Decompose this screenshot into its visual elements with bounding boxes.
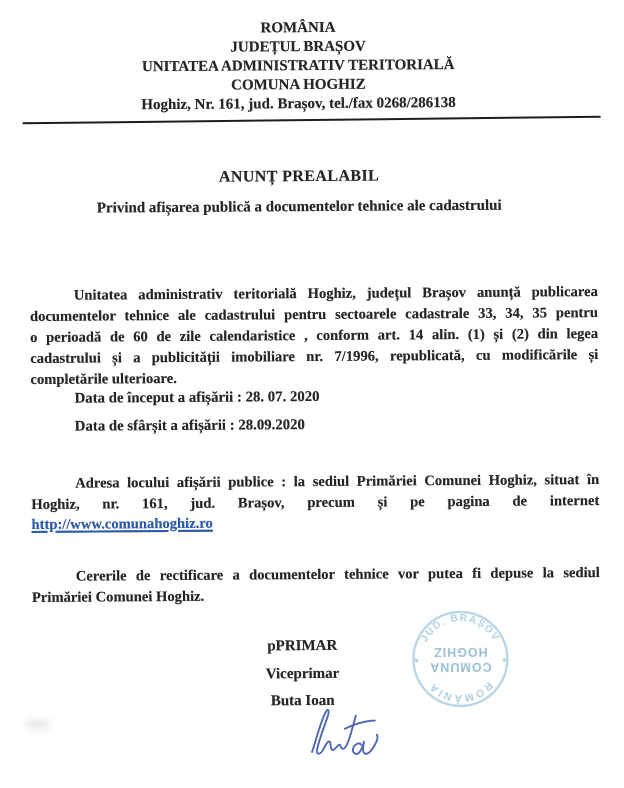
handwritten-signature xyxy=(303,703,401,760)
display-end-date: Data de sfârșit a afișării : 28.09.2020 xyxy=(74,417,305,435)
display-start-date: Data de început a afișării : 28. 07. 2020 xyxy=(74,388,320,407)
document-title: ANUNȚ PREALABIL xyxy=(218,167,380,186)
paragraph-line: cadastrului și a publicității imobiliare nr. 7/1996, republicată, cu modificările și xyxy=(30,347,599,367)
address-line: Hoghiz, nr. 161, jud. Brașov, precum și pe pagina de internet xyxy=(31,492,600,513)
letterhead-divider xyxy=(23,116,601,125)
letterhead xyxy=(0,17,599,116)
svg-text:ROMÂNIA xyxy=(426,679,495,705)
stamp-star-right: * xyxy=(414,651,419,666)
website-line xyxy=(31,511,599,535)
paragraph-line: documentelor tehnice ale cadastrului pentru sectoarele cadastrale 33, 34, 35 pentru xyxy=(29,305,599,325)
letterhead-country: ROMÂNIA xyxy=(260,19,336,37)
stamp-arc-top-text: ROMÂNIA xyxy=(426,679,496,705)
letterhead-commune: COMUNA HOGHIZ xyxy=(231,76,366,94)
signature-icon xyxy=(303,703,401,760)
official-stamp xyxy=(403,602,518,717)
paragraph-line: completările ulterioare. xyxy=(30,370,177,388)
stamp-center-line1: COMUNA xyxy=(429,659,492,675)
signer-name: Buta Ioan xyxy=(270,692,335,710)
letterhead-administrative-unit: UNITATEA ADMINISTRATIV TERITORIALĂ xyxy=(141,56,455,76)
letterhead-address-phone: Hoghiz, Nr. 161, jud. Brașov, tel./fax 0268/286138 xyxy=(141,94,456,114)
signer-capacity: pPRIMAR xyxy=(267,637,338,655)
document-subtitle: Privind afișarea publică a documentelor tehnice ale cadastrului xyxy=(96,197,502,217)
public-display-address xyxy=(31,470,599,535)
signer-role: Viceprimar xyxy=(265,665,340,682)
svg-text:JUD. BRAȘOV xyxy=(419,612,502,644)
scan-smudge-artifact xyxy=(25,720,51,729)
address-line: Adresa locului afișării publice : la sediul Primăriei Comunei Hoghiz, situat în xyxy=(75,471,600,492)
stamp-arc-bottom-text: JUD. BRAȘOV xyxy=(419,612,502,645)
paragraph-line: Cererile de rectificare a documentelor tehnice vor putea fi depuse la sediul xyxy=(75,564,600,585)
paragraph-line: Unitatea administrativ teritorială Hoghiz, județul Brașov anunță publicarea xyxy=(73,284,598,304)
announcement-paragraph xyxy=(30,282,599,391)
website-link[interactable]: http://www.comunahoghiz.ro xyxy=(31,515,213,533)
paragraph-line: Primăriei Comunei Hoghiz. xyxy=(31,588,205,606)
stamp-icon xyxy=(403,602,518,717)
letterhead-county: JUDEȚUL BRAȘOV xyxy=(230,38,366,56)
stamp-star-left: * xyxy=(502,650,507,665)
stamp-center-line2: HOGHIZ xyxy=(433,644,488,660)
paragraph-line: o perioadă de 60 de zile calendaristice , conform art. 14 alin. (1) și (2) din legea xyxy=(30,326,599,346)
